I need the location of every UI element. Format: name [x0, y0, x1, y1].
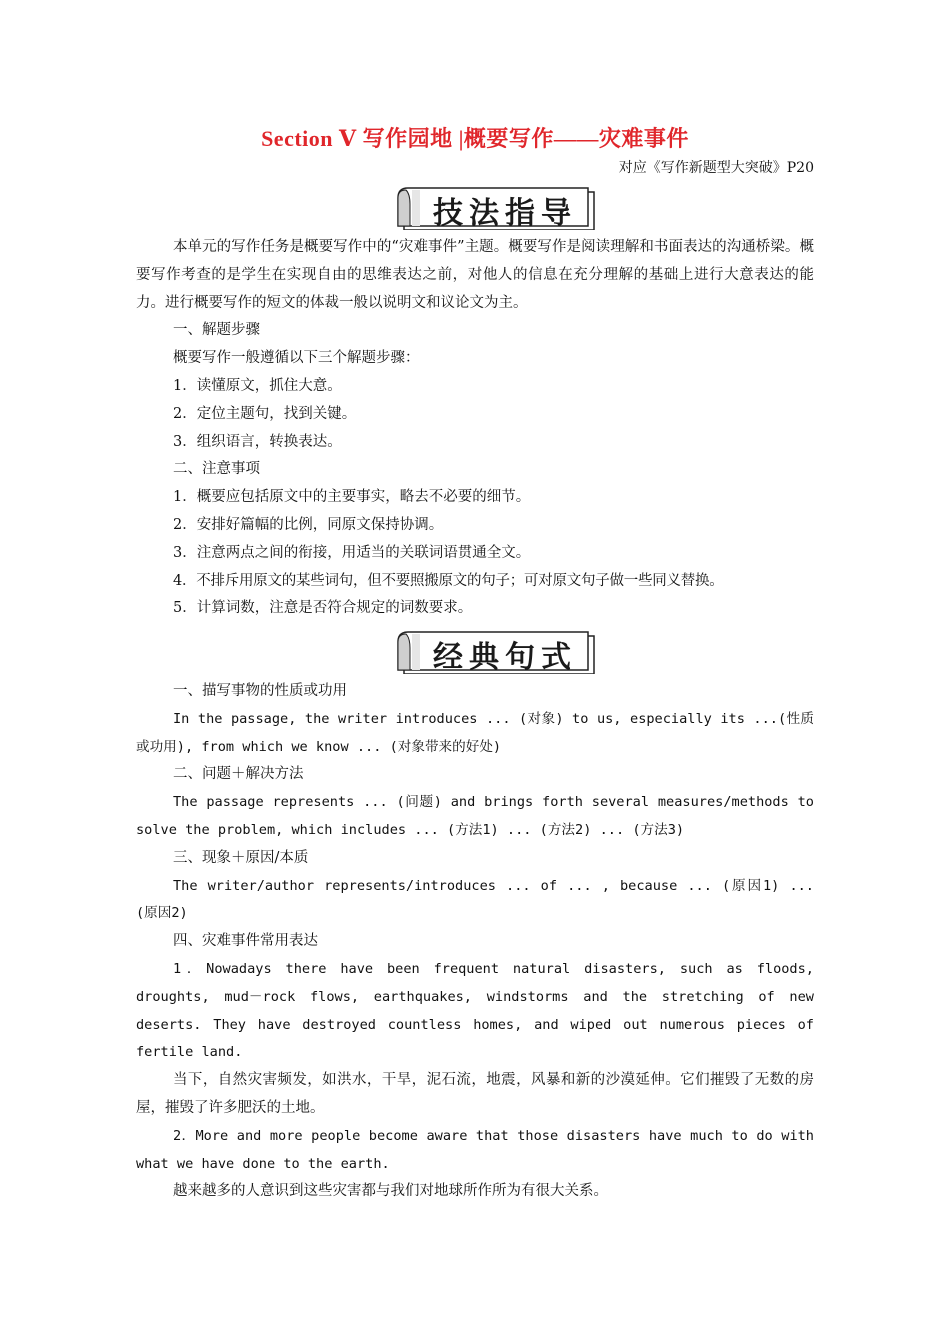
step-item: 2．定位主题句，找到关键。 — [173, 405, 357, 422]
classic-section — [136, 678, 814, 1206]
steps-heading: 一、解题步骤 — [173, 322, 260, 339]
badge-label: 经典句式 — [433, 640, 577, 675]
note-item: 2．安排好篇幅的比例，同原文保持协调。 — [173, 516, 444, 533]
note-item: 3．注意两点之间的衔接，用适当的关联词语贯通全文。 — [173, 544, 531, 561]
expression-english: 2．More and more people become aware that those disasters have much to do with what we have done to the earth. — [136, 1127, 814, 1172]
pattern-heading: 二、问题＋解决方法 — [173, 766, 304, 783]
badge-label: 技法指导 — [433, 196, 577, 231]
expression-chinese: 当下，自然灾害频发，如洪水，干旱，泥石流，地震，风暴和新的沙漠延伸。它们摧毁了无数的房屋，摧毁了许多肥沃的土地。 — [136, 1072, 814, 1116]
book-reference: 对应《写作新题型大突破》P20 — [618, 160, 814, 176]
section-badge-skills — [390, 184, 600, 230]
expression-english: 1．Nowadays there have been frequent natural disasters, such as floods, droughts, mud－rock flows, earthquakes, windstorms and the stretching of new deserts. They have destroyed countless homes, and wiped out numerous pieces of fertile land. — [136, 960, 814, 1061]
pattern-heading: 三、现象＋原因/本质 — [173, 849, 309, 866]
skills-section — [136, 234, 814, 623]
note-item: 1．概要应包括原文中的主要事实，略去不必要的细节。 — [173, 489, 531, 506]
section-badge-classic — [390, 628, 600, 674]
note-item: 5．计算词数，注意是否符合规定的词数要求。 — [173, 600, 473, 617]
expression-chinese: 越来越多的人意识到这些灾害都与我们对地球所作所为有很大关系。 — [173, 1183, 608, 1200]
steps-lead: 概要写作一般遵循以下三个解题步骤： — [173, 350, 420, 367]
pattern-heading: 四、灾难事件常用表达 — [173, 933, 318, 950]
pattern-text: The passage represents ... (问题) and brings forth several measures/methods to solve the problem, which includes ... (方法1) ... (方法2) ... (方法3) — [136, 794, 814, 838]
notes-heading: 二、注意事项 — [173, 461, 260, 478]
pattern-text: In the passage, the writer introduces ... (对象) to us, especially its ...(性质或功用), from which we know ... (对象带来的好处) — [136, 710, 814, 755]
page-title: Section Ⅴ 写作园地 |概要写作——灾难事件 — [261, 126, 689, 151]
intro-paragraph: 本单元的写作任务是概要写作中的“灾难事件”主题。概要写作是阅读理解和书面表达的沟通桥梁。概要写作考查的是学生在实现自由的思维表达之前，对他人的信息在充分理解的基础上进行大意表达的能力。进行概要写作的短文的体裁一般以说明文和议论文为主。 — [136, 239, 814, 311]
step-item: 1．读懂原文，抓住大意。 — [173, 377, 342, 394]
step-item: 3．组织语言，转换表达。 — [173, 433, 342, 450]
pattern-text: The writer/author represents/introduces ... of ... , because ... (原因1) ... (原因2) — [136, 877, 814, 922]
note-item: 4．不排斥用原文的某些词句，但不要照搬原文的句子；可对原文句子做一些同义替换。 — [173, 572, 724, 589]
pattern-heading: 一、描写事物的性质或功用 — [173, 683, 347, 699]
